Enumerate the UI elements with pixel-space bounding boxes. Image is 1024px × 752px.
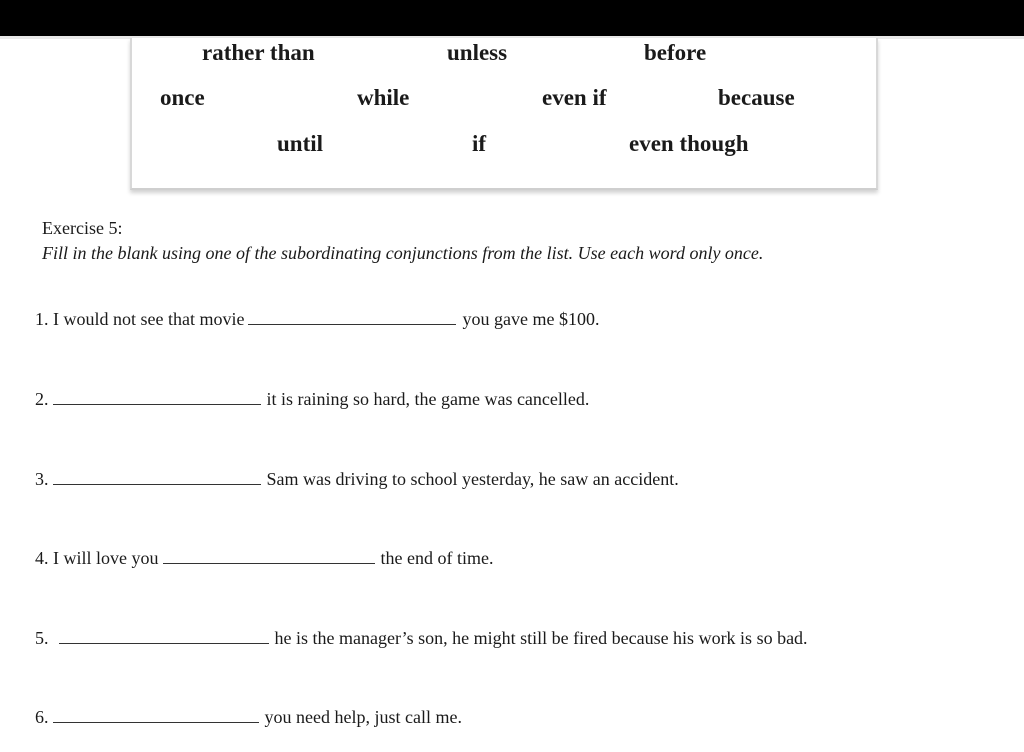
question-number: 4. — [35, 548, 49, 568]
word-bank-item: until — [277, 131, 324, 156]
word-bank-item: rather than — [202, 40, 315, 65]
question-text-before: I will love you — [53, 548, 159, 568]
question-text-after: Sam was driving to school yesterday, he saw an accident. — [266, 469, 679, 489]
question-row — [35, 389, 589, 410]
answer-blank[interactable] — [53, 708, 259, 723]
word-bank-item: if — [472, 131, 487, 156]
question-row — [35, 548, 493, 569]
question-text-after: you gave me $100. — [462, 309, 600, 329]
word-bank-item: before — [644, 40, 707, 65]
answer-blank[interactable] — [163, 549, 375, 564]
question-row — [35, 309, 599, 330]
question-text-after: the end of time. — [380, 548, 494, 568]
question-number: 1. — [35, 309, 49, 329]
word-bank-item: even though — [629, 131, 749, 156]
question-text-after: you need help, just call me. — [264, 707, 462, 727]
question-number: 3. — [35, 469, 49, 489]
question-text-after: it is raining so hard, the game was cancelled. — [266, 389, 590, 409]
question-text-before: I would not see that movie — [53, 309, 245, 329]
word-bank-item: once — [160, 85, 205, 110]
question-number: 2. — [35, 389, 49, 409]
question-row — [35, 628, 808, 649]
answer-blank[interactable] — [248, 310, 456, 325]
answer-blank[interactable] — [53, 390, 261, 405]
question-row — [35, 469, 679, 490]
word-bank-item: because — [718, 85, 795, 110]
answer-blank[interactable] — [59, 629, 269, 644]
word-bank-item: while — [357, 85, 410, 110]
word-bank-item: unless — [447, 40, 508, 65]
question-row — [35, 707, 462, 728]
question-text-after: he is the manager’s son, he might still be fired because his work is so bad. — [274, 628, 808, 648]
word-bank-box — [130, 38, 878, 190]
word-bank-item: even if — [542, 85, 607, 110]
exercise-instruction: Fill in the blank using one of the subordinating conjunctions from the list. Use each word only once. — [42, 243, 764, 263]
answer-blank[interactable] — [53, 470, 261, 485]
question-number: 6. — [35, 707, 49, 727]
top-black-bar — [0, 0, 1024, 36]
exercise-heading: Exercise 5: — [42, 218, 123, 238]
question-number: 5. — [35, 628, 49, 648]
